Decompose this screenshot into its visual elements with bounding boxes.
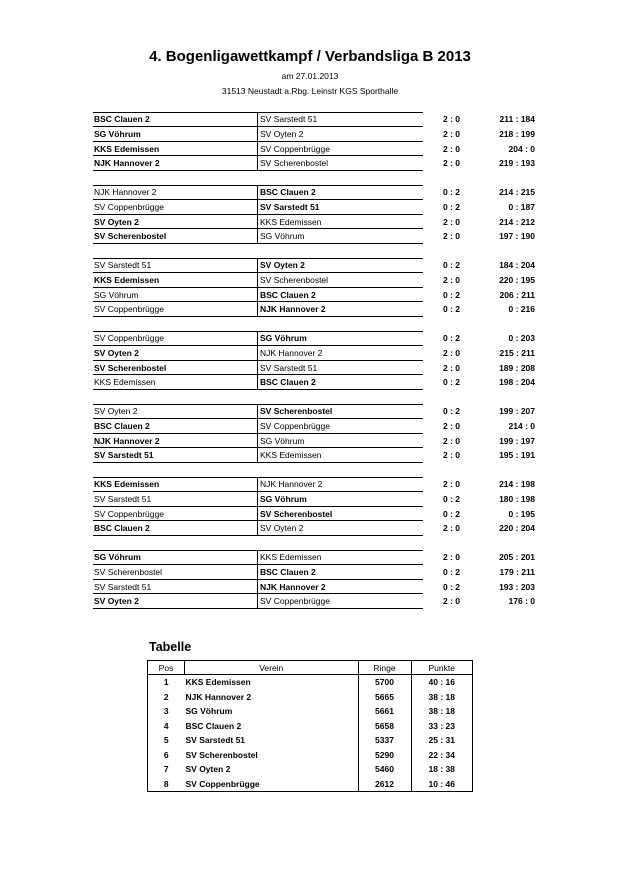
guest-team: SG Vöhrum <box>260 231 305 242</box>
match-row <box>93 521 533 536</box>
match-rings: 220 : 195 <box>499 274 535 285</box>
round-1 <box>93 112 533 171</box>
guest-team: SV Sarstedt 51 <box>260 201 320 212</box>
home-team: SG Vöhrum <box>94 552 141 562</box>
standing-club: SG Vöhrum <box>185 706 233 717</box>
match-row <box>93 273 533 288</box>
match-points: 0 : 2 <box>443 289 461 300</box>
home-team: SV Scherenbostel <box>94 566 163 577</box>
standings-row <box>148 777 473 792</box>
match-row <box>93 288 533 303</box>
match-rings: 195 : 191 <box>499 450 535 461</box>
standings-title: Tabelle <box>149 640 192 654</box>
standing-pos: 6 <box>148 748 185 763</box>
match-points: 0 : 2 <box>443 333 461 343</box>
guest-team: SV Oyten 2 <box>260 260 305 270</box>
standings-row <box>148 704 473 719</box>
round-6 <box>93 477 533 536</box>
home-team: NJK Hannover 2 <box>94 187 157 197</box>
match-row <box>93 346 533 361</box>
standing-club: BSC Clauen 2 <box>185 720 242 731</box>
guest-team: SV Coppenbrügge <box>260 143 330 154</box>
match-row <box>93 565 533 580</box>
guest-team: KKS Edemissen <box>260 552 322 562</box>
match-points: 2 : 0 <box>443 216 461 227</box>
standing-club: SV Scherenbostel <box>185 749 258 760</box>
standing-club: KKS Edemissen <box>185 677 251 688</box>
standing-club: SV Oyten 2 <box>185 764 231 775</box>
home-team: KKS Edemissen <box>94 377 156 388</box>
round-7 <box>93 550 533 609</box>
standing-pos: 5 <box>148 733 185 748</box>
home-team: NJK Hannover 2 <box>94 158 160 169</box>
match-points: 2 : 0 <box>443 435 461 446</box>
home-team: BSC Clauen 2 <box>94 420 150 431</box>
match-rings: 214 : 0 <box>508 420 535 431</box>
match-points: 2 : 0 <box>443 128 461 139</box>
standing-pos: 2 <box>148 690 185 705</box>
standing-rings: 5661 <box>358 704 411 719</box>
standing-rings: 5460 <box>358 762 411 777</box>
match-row <box>93 215 533 230</box>
guest-team: SG Vöhrum <box>260 493 307 504</box>
match-points: 0 : 2 <box>443 377 461 388</box>
guest-team: SV Coppenbrügge <box>260 420 330 431</box>
standings-row <box>148 733 473 748</box>
match-rings: 214 : 198 <box>499 479 535 489</box>
guest-team: SG Vöhrum <box>260 435 305 446</box>
standing-rings: 2612 <box>358 777 411 792</box>
home-team: BSC Clauen 2 <box>94 114 150 124</box>
standing-pos: 8 <box>148 777 185 792</box>
match-rings: 180 : 198 <box>499 493 535 504</box>
match-rings: 199 : 207 <box>499 406 535 416</box>
match-points: 2 : 0 <box>443 347 461 358</box>
match-row <box>93 434 533 449</box>
header-verein: Verein <box>185 661 359 675</box>
home-team: KKS Edemissen <box>94 479 160 489</box>
match-rings: 206 : 211 <box>499 289 535 300</box>
home-team: SV Scherenbostel <box>94 362 167 373</box>
round-2 <box>93 185 533 244</box>
guest-team: BSC Clauen 2 <box>260 187 316 197</box>
round-4 <box>93 331 533 390</box>
match-rings: 198 : 204 <box>499 377 535 388</box>
guest-team: NJK Hannover 2 <box>260 347 323 358</box>
guest-team: BSC Clauen 2 <box>260 377 316 388</box>
home-team: SV Oyten 2 <box>94 216 139 227</box>
match-rings: 0 : 216 <box>508 304 535 315</box>
standings-row <box>148 675 473 690</box>
standings-row <box>148 719 473 734</box>
match-points: 0 : 2 <box>443 187 461 197</box>
match-rings: 214 : 215 <box>499 187 535 197</box>
home-team: SV Oyten 2 <box>94 596 139 607</box>
match-points: 0 : 2 <box>443 260 461 270</box>
guest-team: KKS Edemissen <box>260 450 322 461</box>
match-row <box>93 331 533 346</box>
match-rings: 214 : 212 <box>499 216 535 227</box>
match-rings: 220 : 204 <box>499 523 535 534</box>
match-row <box>93 477 533 492</box>
round-3 <box>93 258 533 317</box>
match-row <box>93 361 533 376</box>
standing-points: 38 : 18 <box>411 704 473 719</box>
standing-points: 33 : 23 <box>411 719 473 734</box>
match-rings: 176 : 0 <box>508 596 535 607</box>
standings-row <box>148 748 473 763</box>
match-row <box>93 594 533 609</box>
guest-team: NJK Hannover 2 <box>260 581 326 592</box>
home-team: SV Sarstedt 51 <box>94 260 152 270</box>
home-team: SV Scherenbostel <box>94 231 167 242</box>
standing-pos: 4 <box>148 719 185 734</box>
match-points: 0 : 2 <box>443 304 461 315</box>
match-row <box>93 185 533 200</box>
standing-pos: 3 <box>148 704 185 719</box>
standing-club: SV Sarstedt 51 <box>185 735 246 746</box>
match-row <box>93 258 533 273</box>
home-team: SV Coppenbrügge <box>94 508 164 519</box>
match-rings: 211 : 184 <box>499 114 535 124</box>
guest-team: NJK Hannover 2 <box>260 304 326 315</box>
standing-points: 38 : 18 <box>411 690 473 705</box>
home-team: SV Sarstedt 51 <box>94 450 154 461</box>
standing-pos: 1 <box>148 675 185 690</box>
standing-rings: 5337 <box>358 733 411 748</box>
match-points: 2 : 0 <box>443 114 461 124</box>
header-pos: Pos <box>148 661 185 675</box>
home-team: NJK Hannover 2 <box>94 435 160 446</box>
home-team: SG Vöhrum <box>94 128 141 139</box>
header-ringe: Ringe <box>358 661 411 675</box>
match-rings: 193 : 203 <box>499 581 535 592</box>
match-points: 2 : 0 <box>443 231 461 242</box>
match-points: 2 : 0 <box>443 596 461 607</box>
standings-table <box>147 660 473 792</box>
match-row <box>93 507 533 522</box>
standing-points: 10 : 46 <box>411 777 473 792</box>
match-points: 2 : 0 <box>443 450 461 461</box>
match-rings: 179 : 211 <box>499 566 535 577</box>
standing-rings: 5665 <box>358 690 411 705</box>
match-row <box>93 200 533 215</box>
match-points: 2 : 0 <box>443 420 461 431</box>
match-row <box>93 127 533 142</box>
standing-rings: 5658 <box>358 719 411 734</box>
match-rounds <box>93 112 533 623</box>
match-row <box>93 229 533 244</box>
event-venue: 31513 Neustadt a.Rbg. Leinstr KGS Sporthalle <box>221 86 399 96</box>
match-row <box>93 112 533 127</box>
match-row <box>93 419 533 434</box>
match-points: 2 : 0 <box>443 158 461 169</box>
match-points: 0 : 2 <box>443 581 461 592</box>
match-row <box>93 302 533 317</box>
guest-team: BSC Clauen 2 <box>260 289 316 300</box>
match-row <box>93 448 533 463</box>
match-points: 0 : 2 <box>443 406 461 416</box>
home-team: SV Sarstedt 51 <box>94 493 152 504</box>
guest-team: BSC Clauen 2 <box>260 566 316 577</box>
home-team: SV Oyten 2 <box>94 347 139 358</box>
match-row <box>93 404 533 419</box>
standings-row <box>148 762 473 777</box>
match-points: 0 : 2 <box>443 566 461 577</box>
match-rings: 0 : 187 <box>508 201 535 212</box>
guest-team: SV Scherenbostel <box>260 406 333 416</box>
match-points: 2 : 0 <box>443 552 461 562</box>
match-rings: 0 : 203 <box>508 333 535 343</box>
page-title: 4. Bogenligawettkampf / Verbandsliga B 2013 <box>149 48 471 65</box>
match-points: 0 : 2 <box>443 493 461 504</box>
match-rings: 197 : 190 <box>499 231 535 242</box>
home-team: SV Coppenbrügge <box>94 201 164 212</box>
guest-team: SG Vöhrum <box>260 333 307 343</box>
match-rings: 219 : 193 <box>499 158 535 169</box>
guest-team: SV Scherenbostel <box>260 274 329 285</box>
standing-rings: 5700 <box>358 675 411 690</box>
home-team: BSC Clauen 2 <box>94 523 150 534</box>
match-row <box>93 375 533 390</box>
guest-team: SV Scherenbostel <box>260 158 329 169</box>
match-points: 2 : 0 <box>443 523 461 534</box>
match-row <box>93 580 533 595</box>
match-points: 0 : 2 <box>443 201 461 212</box>
home-team: SG Vöhrum <box>94 289 139 300</box>
guest-team: KKS Edemissen <box>260 216 322 227</box>
standing-pos: 7 <box>148 762 185 777</box>
standing-points: 40 : 16 <box>411 675 473 690</box>
match-rings: 205 : 201 <box>499 552 535 562</box>
match-rings: 199 : 197 <box>499 435 535 446</box>
guest-team: SV Sarstedt 51 <box>260 362 318 373</box>
match-points: 0 : 2 <box>443 508 461 519</box>
match-rings: 204 : 0 <box>508 143 535 154</box>
home-team: KKS Edemissen <box>94 143 160 154</box>
standing-points: 22 : 34 <box>411 748 473 763</box>
home-team: SV Oyten 2 <box>94 406 138 416</box>
round-5 <box>93 404 533 463</box>
match-points: 2 : 0 <box>443 362 461 373</box>
standing-points: 18 : 38 <box>411 762 473 777</box>
match-row <box>93 142 533 157</box>
home-team: SV Coppenbrügge <box>94 333 164 343</box>
match-points: 2 : 0 <box>443 274 461 285</box>
home-team: KKS Edemissen <box>94 274 160 285</box>
guest-team: SV Scherenbostel <box>260 508 333 519</box>
header-punkte: Punkte <box>411 661 473 675</box>
home-team: SV Sarstedt 51 <box>94 581 152 592</box>
standing-club: NJK Hannover 2 <box>185 691 252 702</box>
guest-team: SV Coppenbrügge <box>260 596 330 607</box>
match-rings: 215 : 211 <box>499 347 535 358</box>
standings-row <box>148 690 473 705</box>
event-date: am 27.01.2013 <box>281 71 339 81</box>
match-row <box>93 156 533 171</box>
standing-club: SV Coppenbrügge <box>185 777 359 792</box>
match-rings: 189 : 208 <box>499 362 535 373</box>
guest-team: SV Oyten 2 <box>260 523 304 534</box>
match-rings: 184 : 204 <box>499 260 535 270</box>
standing-rings: 5290 <box>358 748 411 763</box>
match-points: 2 : 0 <box>443 143 461 154</box>
home-team: SV Coppenbrügge <box>94 304 164 315</box>
match-rings: 218 : 199 <box>499 128 535 139</box>
guest-team: SV Sarstedt 51 <box>260 114 318 124</box>
standing-points: 25 : 31 <box>411 733 473 748</box>
match-row <box>93 492 533 507</box>
match-points: 2 : 0 <box>443 479 461 489</box>
guest-team: NJK Hannover 2 <box>260 479 323 489</box>
match-rings: 0 : 195 <box>508 508 535 519</box>
match-row <box>93 550 533 565</box>
guest-team: SV Oyten 2 <box>260 128 304 139</box>
